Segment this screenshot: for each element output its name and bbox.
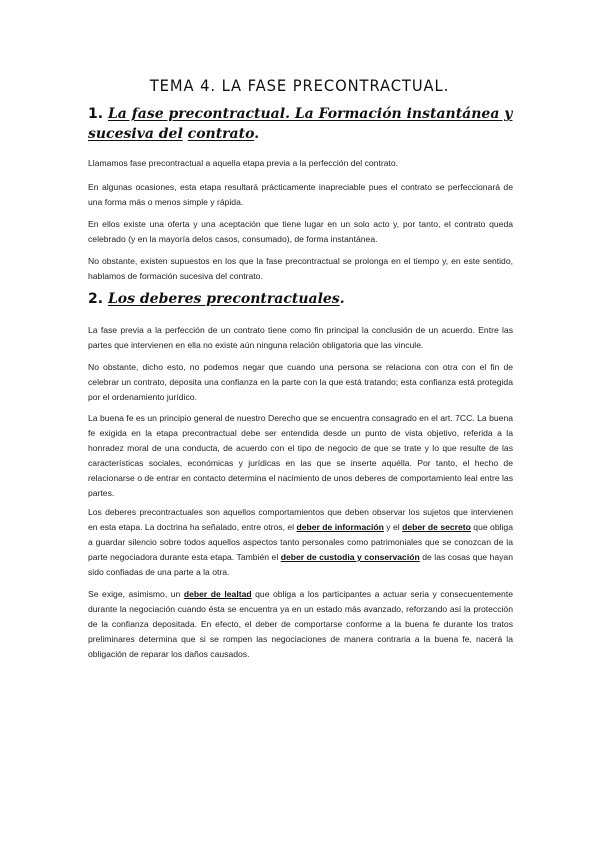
section-1-heading-text-b: contrato [187,126,255,142]
section-1-heading [88,104,518,144]
section-2-paragraph-2: No obstante, dicho esto, no podemos negar que cuando una persona se relaciona con otra con el fin de celebrar un contrato, deposita una confianza en la parte con la que está tratando; esta confianza está protegida por el ordenamiento jurídico. [88,362,513,402]
section-2-paragraph-4 [88,505,513,580]
deber-de-lealtad: deber de lealtad [183,589,252,599]
section-2-paragraph-5 [88,587,513,662]
deber-de-informacion: deber de información [296,522,384,532]
section-1-number: 1. [88,106,104,122]
section-2-number: 2. [88,291,104,307]
section-1-paragraph-2: En algunas ocasiones, esta etapa resultará prácticamente inapreciable pues el contrato se perfeccionará de una forma más o menos simple y rápida. [88,182,513,207]
deber-de-secreto: deber de secreto [402,522,471,532]
section-1-paragraph-3: En ellos existe una oferta y una aceptación que tiene lugar en un solo acto y, por tanto, el contrato queda celebrado (y en la mayoría delos casos, consumado), de forma instantánea. [88,219,513,244]
section-1-paragraph-1: Llamamos fase precontractual a aquella etapa previa a la perfección del contrato. [88,158,399,168]
page-title: TEMA 4. LA FASE PRECONTRACTUAL. [149,76,450,95]
p5-text-1: Se exige, asimismo, un [88,589,184,599]
p4-text-3: que obliga a guardar silencio sobre todos aquellos aspectos tanto personales como patrimoniales que se conozcan de la parte negociadora durante esta etapa. También el [88,522,513,562]
section-2-paragraph-3: La buena fe es un principio general de nuestro Derecho que se encuentra consagrado en el art. 7CC. La buena fe exigida en la etapa precontractual debe ser entendida desde un punto de vista objetivo, referida a la honradez moral de una conducta, de acuerdo con el tipo de negocio de que se trate y lo que resulte de las características sociales, económicas y jurídicas en las que se inserte aquélla. Por tanto, el hecho de relacionarse o de entrar en contacto determina el nacimiento de unos deberes de comportamiento leal entre las partes. [88,413,513,498]
p4-text-2: y el [383,522,403,532]
section-2-heading-text: Los deberes precontractuales [107,291,340,307]
p4-text-1: Los deberes precontractuales son aquellos comportamientos que deben observar los sujetos que intervienen en esta etapa. La doctrina ha señalado, entre otros, el [88,507,513,532]
p4-text-4: de las cosas que hayan sido confiadas de una parte a la otra. [88,552,513,577]
section-1-heading-period: . [254,126,260,142]
section-2-heading [88,289,518,309]
section-2-paragraph-1: La fase previa a la perfección de un contrato tiene como fin principal la conclusión de un acuerdo. Entre las partes que intervienen en ella no existe aún ninguna relación obligatoria que las vincule. [88,325,513,350]
section-1-paragraph-4: No obstante, existen supuestos en los que la fase precontractual se prolonga en el tiempo y, en este sentido, hablamos de formación sucesiva del contrato. [88,256,513,281]
p5-text-2: que obliga a los participantes a actuar seria y consecuentemente durante la negociación cuando ésta se encuentra ya en un estado más avanzado, reforzando así la protección de la confianza depositada. En efecto, el deber de comportarse conforme a la buena fe durante los tratos preliminares determina que si se rompen las negociaciones de manera contraria a la buena fe, nacerá la obligación de reparar los daños causados. [88,589,514,659]
section-1-heading-text-a: La fase precontractual. La Formación instantánea y sucesiva del [88,106,513,142]
section-2-heading-period: . [339,291,345,307]
deber-de-custodia: deber de custodia y conservación [280,552,420,562]
